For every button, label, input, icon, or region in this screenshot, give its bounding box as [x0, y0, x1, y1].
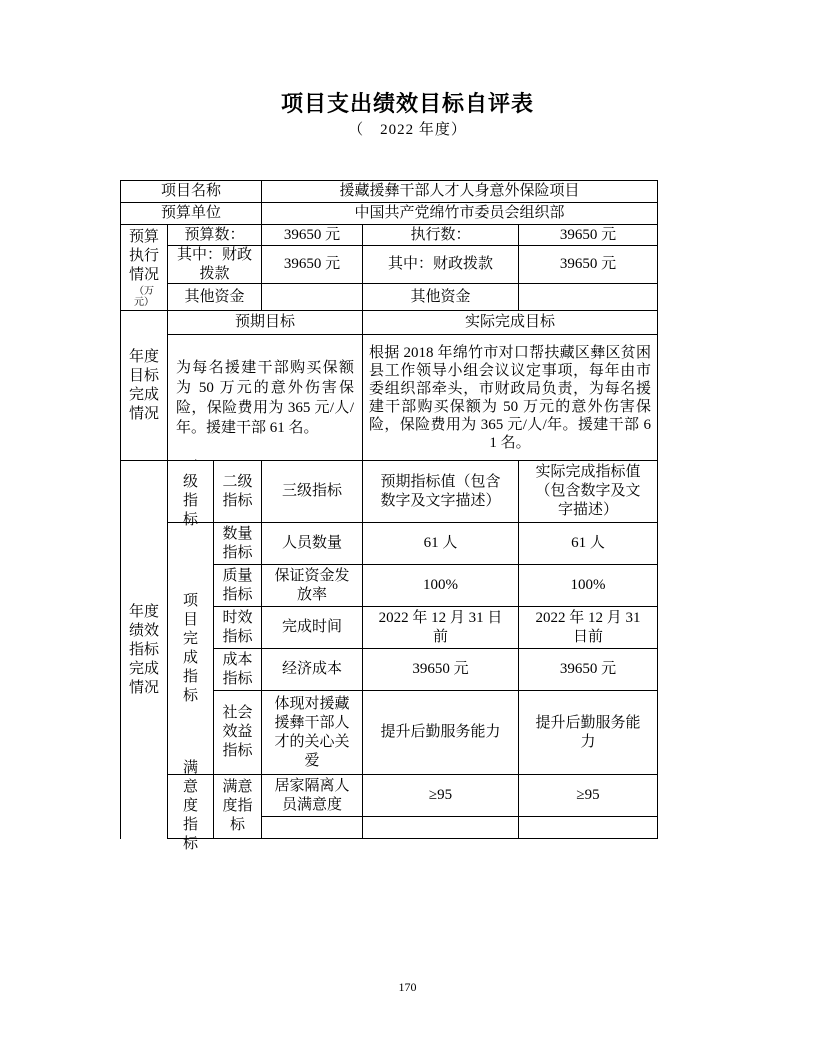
table-row-level2: 数量指标: [213, 522, 262, 565]
budget-unit-label: 预算单位: [120, 202, 262, 225]
header-actual-value: 实际完成指标值（包含数字及文字描述）: [518, 460, 658, 523]
satisfaction-level3: 居家隔离人员满意度: [261, 774, 363, 817]
expected-goal-text: 为每名援建干部购买保额为 50 万元的意外伤害保险，保险费用为 365 元/人/年。援建干部 61 名。: [167, 334, 363, 461]
satisfaction-expected: ≥95: [362, 774, 519, 817]
table-row-level2: 社会效益指标: [213, 690, 262, 775]
table-row-expected: 100%: [362, 564, 519, 607]
fiscal-exec-label: 其中：财政拨款: [362, 245, 519, 284]
table-row-level3: 人员数量: [261, 522, 363, 565]
header-level3: 三级指标: [261, 460, 363, 523]
annual-goal-label: 年度目标完成情况: [120, 310, 168, 461]
empty-expected: [362, 816, 519, 839]
table-row-level3: 经济成本: [261, 648, 363, 691]
project-name-label: 项目名称: [120, 180, 262, 203]
table-row-level2: 成本指标: [213, 648, 262, 691]
satisfaction-level2: 满意度指标: [213, 774, 262, 839]
header-level1: 一级指标: [167, 460, 214, 523]
indicators-section-label: 年度绩效指标完成情况: [120, 460, 168, 839]
satisfaction-group: 满意 度 指标: [167, 774, 214, 839]
page-number: 170: [398, 980, 417, 994]
budget-amount-label: 预算数：: [167, 224, 262, 246]
table-row-expected: 39650 元: [362, 648, 519, 691]
execution-amount-value: 39650 元: [518, 224, 658, 246]
fiscal-budget-label: 其中：财政拨款: [167, 245, 262, 284]
budget-execution-title: 预算执行情况: [129, 228, 160, 283]
empty-actual: [518, 816, 658, 839]
header-expected-value: 预期指标值（包含数字及文字描述）: [362, 460, 519, 523]
page-subtitle-year: （ 2022 年度）: [348, 122, 467, 138]
table-row-level3: 体现对援藏援彝干部人才的关心关爱: [261, 690, 363, 775]
fiscal-budget-value: 39650 元: [261, 245, 363, 284]
execution-amount-label: 执行数：: [362, 224, 519, 246]
budget-unit-value: 中国共产党绵竹市委员会组织部: [261, 202, 658, 225]
header-level2: 二级指标: [213, 460, 262, 523]
other-funds-exec: [518, 283, 658, 311]
satisfaction-actual: ≥95: [518, 774, 658, 817]
page-title: 项目支出绩效目标自评表: [280, 91, 534, 116]
table-row-actual: 提升后勤服务能力: [518, 690, 658, 775]
actual-goal-header: 实际完成目标: [362, 310, 658, 335]
table-row-expected: 提升后勤服务能力: [362, 690, 519, 775]
table-row-actual: 61 人: [518, 522, 658, 565]
project-completion-group: 项目完成指标: [167, 522, 214, 775]
expected-goal-header: 预期目标: [167, 310, 363, 335]
project-name-value: 援藏援彝干部人才人身意外保险项目: [261, 180, 658, 203]
other-funds-budget: [261, 283, 363, 311]
other-funds-label: 其他资金: [167, 283, 262, 311]
table-row-actual: 39650 元: [518, 648, 658, 691]
table-row-level3: 完成时间: [261, 606, 363, 649]
table-row-level3: 保证资金发放率: [261, 564, 363, 607]
budget-unit-note: （万元）: [134, 285, 154, 308]
budget-execution-label: [120, 224, 168, 311]
table-row-actual: 2022 年 12 月 31 日前: [518, 606, 658, 649]
fiscal-exec-value: 39650 元: [518, 245, 658, 284]
table-row-level2: 质量指标: [213, 564, 262, 607]
table-row-level2: 时效指标: [213, 606, 262, 649]
empty-level3: [261, 816, 363, 839]
other-funds-exec-label: 其他资金: [362, 283, 519, 311]
table-row-expected: 2022 年 12 月 31 日前: [362, 606, 519, 649]
table-row-actual: 100%: [518, 564, 658, 607]
actual-goal-text: 根据 2018 年绵竹市对口帮扶藏区彝区贫困县工作领导小组会议议定事项，每年由市委组织部牵头，市财政局负责，为每名援建干部购买保额为 50 万元的意外伤害保险，保险费用为 365 元/人/年。援建干部 61 名。: [362, 334, 658, 461]
table-row-expected: 61 人: [362, 522, 519, 565]
budget-amount-value: 39650 元: [261, 224, 363, 246]
